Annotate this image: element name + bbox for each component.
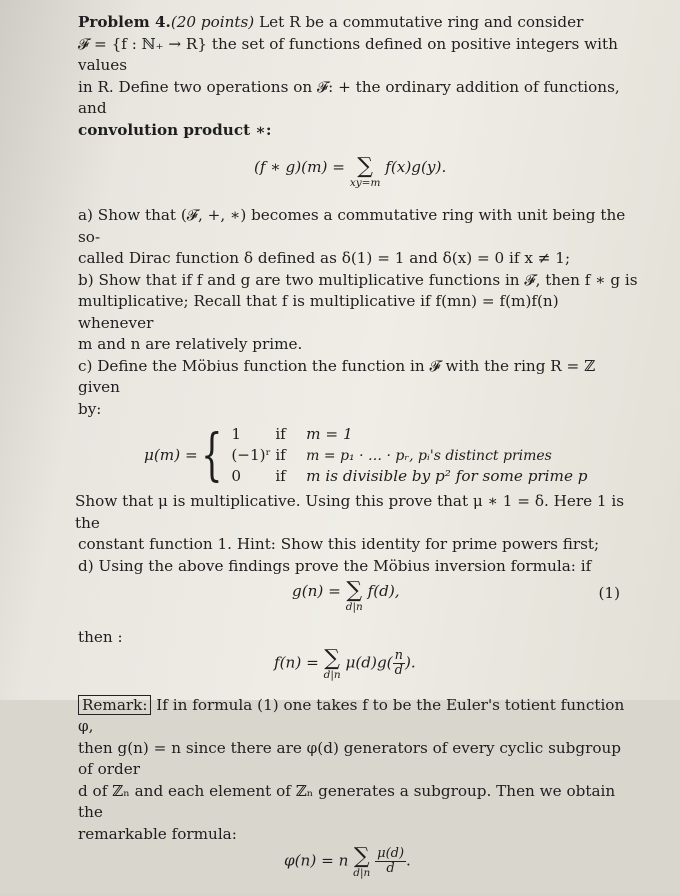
part-b-line-2: multiplicative; Recall that f is multiplicative if f(mn) = f(m)f(n) whenever <box>78 292 559 332</box>
g-sum-index: d|n <box>345 601 363 613</box>
conv-sum-index: xy=m <box>349 177 381 189</box>
f-sum-symbol: ∑ <box>324 645 341 671</box>
totient-formula <box>78 845 638 895</box>
inversion-formula <box>78 645 638 695</box>
part-c-line-4: constant function 1. Hint: Show this identity for prime powers first; <box>78 535 600 553</box>
part-b-line-3: m and n are relatively prime. <box>78 335 303 353</box>
remark-line-4: remarkable formula: <box>78 824 237 843</box>
phi-end: . <box>406 851 411 870</box>
equation-1 <box>78 577 638 625</box>
mu-over-d-fraction: $\frac{\mu(d)}{d}$ <box>377 846 405 876</box>
part-a-line-2: called Dirac function δ defined as δ(1) = 1 and δ(x) = 0 if x ≠ 1; <box>78 249 571 267</box>
phi-sum-index: d|n <box>353 867 371 879</box>
g-sum-symbol: ∑ <box>346 578 363 603</box>
case-2: (−1)ʳ if m = p₁ · … · pᵣ, pᵢ's distinct primes <box>231 446 552 464</box>
f-rhs-start: μ(d)g( <box>345 653 393 671</box>
part-a-line-1: a) Show that (𝓕, +, ∗) becomes a commutative ring with unit being the so- <box>78 206 626 246</box>
equation-number: (1) <box>598 584 620 602</box>
g-lhs: g(n) = <box>292 582 341 600</box>
problem-document <box>75 12 638 895</box>
g-sum <box>345 578 363 613</box>
part-b-line-1: b) Show that if f and g are two multiplicative functions in 𝓕, then f ∗ g is <box>78 270 638 289</box>
remark-label: Remark: <box>78 695 151 715</box>
f-rhs-end: ). <box>404 653 416 671</box>
convolution-formula <box>78 147 638 203</box>
problem-points: (20 points) <box>170 13 255 31</box>
intro-line-2: 𝓕 = {f : ℕ₊ → R} the set of functions defined on positive integers with values <box>78 34 618 74</box>
mu-lhs: μ(m) = <box>144 445 198 464</box>
remark-line-2: then g(n) = n since there are φ(d) generators of every cyclic subgroup of order <box>78 738 621 778</box>
cases-rows <box>231 424 587 487</box>
part-c-line-1: c) Define the Möbius function the function in 𝓕 with the ring R = ℤ given <box>78 356 596 396</box>
case-1: 1 if m = 1 <box>231 425 353 443</box>
n-over-d-fraction: $\frac{n}{d}$ <box>394 647 403 678</box>
problem-header <box>78 12 638 34</box>
f-sum-index: d|n <box>323 668 341 681</box>
case-3: 0 if m is divisible by p² for some prime p <box>231 467 588 485</box>
conv-lhs: (f ∗ g)(m) = <box>254 158 345 176</box>
cases-brace: { <box>200 422 223 488</box>
part-d-line-1: d) Using the above findings prove the Möbius inversion formula: if <box>78 556 592 575</box>
mobius-definition <box>144 424 638 487</box>
conv-rhs: f(x)g(y). <box>385 158 447 176</box>
f-sum <box>323 645 341 681</box>
intro-line-3: in R. Define two operations on 𝓕: + the ordinary addition of functions, and <box>78 77 620 117</box>
part-c-line-3: Show that μ is multiplicative. Using this prove that μ ∗ 1 = δ. Here 1 is the <box>75 492 625 532</box>
then-label: then : <box>78 628 123 646</box>
intro-line-1: Let R be a commutative ring and consider <box>259 13 584 31</box>
remark-line-3: d of ℤₙ and each element of ℤₙ generates a subgroup. Then we obtain the <box>78 781 616 821</box>
phi-sum <box>353 844 371 879</box>
g-rhs: f(d), <box>367 582 400 600</box>
phi-lhs: φ(n) = n <box>284 851 349 870</box>
conv-sum <box>349 154 381 189</box>
conv-sum-symbol: ∑ <box>357 154 373 179</box>
problem-title: Problem 4. <box>78 13 171 31</box>
f-lhs: f(n) = <box>274 653 319 671</box>
phi-sum-symbol: ∑ <box>353 844 370 869</box>
intro-line-4: convolution product ∗: <box>78 120 272 139</box>
part-c-line-2: by: <box>78 399 102 418</box>
remark-line-1: Remark: If in formula (1) one takes f to be the Euler's totient function φ, <box>78 695 625 735</box>
